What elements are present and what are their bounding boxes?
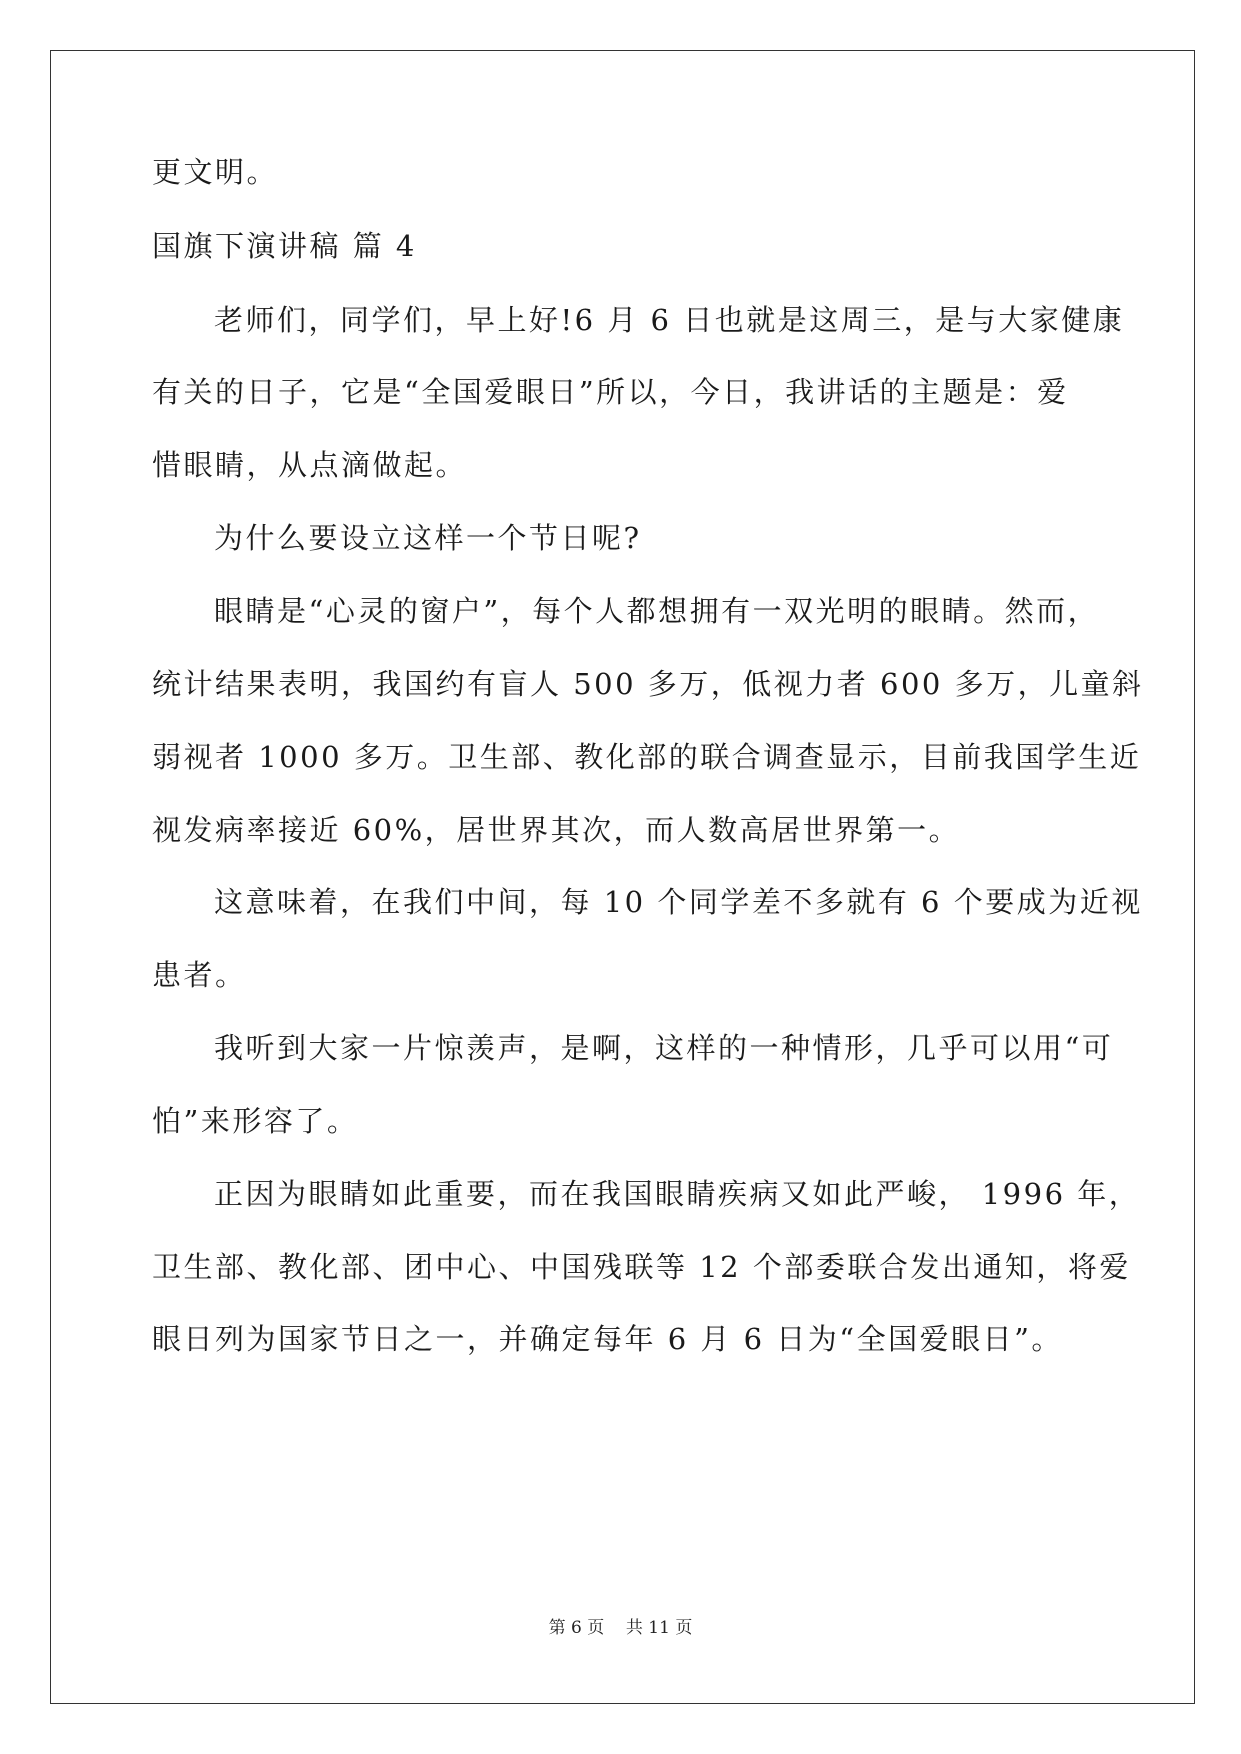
- paragraph-line: 怕”来形容了。: [152, 1104, 359, 1138]
- paragraph-line: 视发病率接近 60%，居世界其次，而人数高居世界第一。: [152, 813, 961, 847]
- paragraph-line: 这意味着，在我们中间，每 10 个同学差不多就有 6 个要成为近视: [214, 885, 1143, 919]
- text-line: 更文明。: [152, 155, 279, 189]
- paragraph-line: 卫生部、教化部、团中心、中国残联等 12 个部委联合发出通知，将爱: [152, 1250, 1131, 1284]
- paragraph-line: 眼睛是“心灵的窗户”，每个人都想拥有一双光明的眼睛。然而，: [214, 594, 1100, 628]
- paragraph-line: 惜眼睛，从点滴做起。: [152, 448, 468, 482]
- paragraph-line: 我听到大家一片惊羡声，是啊，这样的一种情形，几乎可以用“可: [214, 1031, 1114, 1065]
- paragraph-line: 有关的日子，它是“全国爱眼日”所以，今日，我讲话的主题是：爱: [152, 375, 1069, 409]
- paragraph-line: 统计结果表明，我国约有盲人 500 多万，低视力者 600 多万，儿童斜: [152, 667, 1144, 701]
- paragraph-line: 患者。: [152, 958, 247, 992]
- paragraph-line: 为什么要设立这样一个节日呢?: [214, 521, 642, 555]
- paragraph-line: 老师们，同学们，早上好!6 月 6 日也就是这周三，是与大家健康: [214, 303, 1125, 337]
- paragraph-line: 正因为眼睛如此重要，而在我国眼睛疾病又如此严峻， 1996 年，: [214, 1177, 1141, 1211]
- paragraph-line: 眼日列为国家节日之一，并确定每年 6 月 6 日为“全国爱眼日”。: [152, 1322, 1063, 1356]
- page-number: 第 6 页: [548, 1618, 605, 1638]
- paragraph-line: 弱视者 1000 多万。卫生部、教化部的联合调查显示，目前我国学生近: [152, 740, 1142, 774]
- page-total: 共 11 页: [625, 1618, 693, 1638]
- page-border: [50, 50, 1195, 1704]
- section-heading: 国旗下演讲稿 篇 4: [152, 229, 417, 263]
- page-footer: [0, 1616, 1241, 1640]
